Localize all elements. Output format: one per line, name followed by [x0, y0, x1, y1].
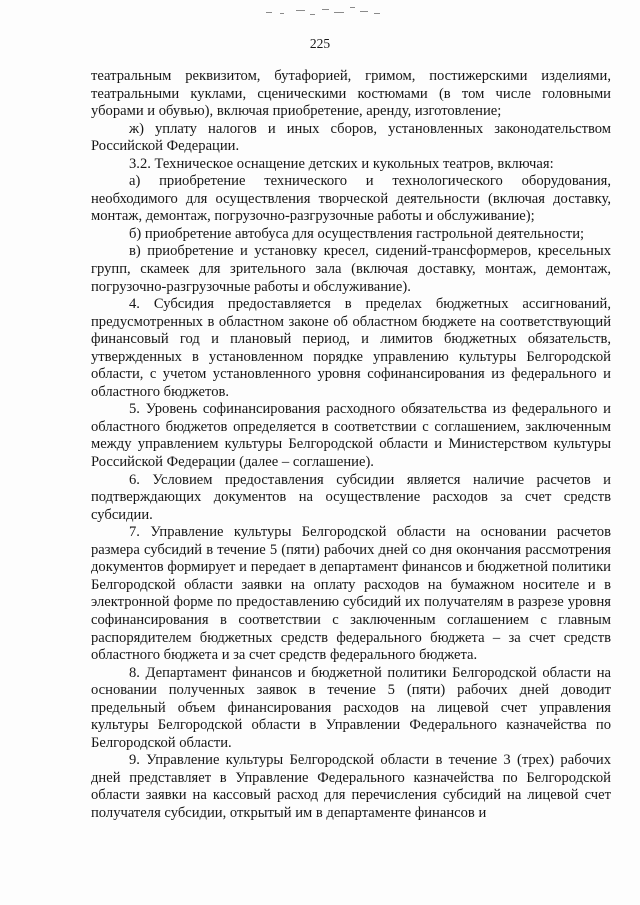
paragraph: театральным реквизитом, бутафорией, гримом, постижерскими изделиями, театральными куклами, сценическими костюмами (в том числе головными уборами и обувью), включая приобретение, аренду, изготовление;: [91, 68, 611, 120]
document-body: [91, 68, 611, 823]
page-number: 225: [309, 36, 331, 51]
paragraph: 5. Уровень софинансирования расходного обязательства из федерального и областного бюджетов определяется в соответствии с соглашением, заключенным между управлением культуры Белгородской области и Министерством культуры Российской Федерации (далее – соглашение).: [91, 401, 611, 471]
paragraph: б) приобретение автобуса для осуществления гастрольной деятельности;: [129, 225, 585, 242]
scan-artifact: [262, 4, 392, 18]
paragraph: 7. Управление культуры Белгородской области на основании расчетов размера субсидий в течение 5 (пяти) рабочих дней со дня окончания рассмотрения документов формирует и передает в департамент финансов и бюджетной политики Белгородской области заявки на оплату расходов на бумажном носителе и в электронной форме по предоставлению субсидий их получателям в разрезе уровня софинансирования в соответствии с заключенным соглашением с главным распорядителем бюджетных средств федерального бюджета – за счет средств областного бюджета и за счет средств федерального бюджета.: [91, 524, 611, 664]
paragraph: 6. Условием предоставления субсидии является наличие расчетов и подтверждающих документов на осуществление расходов за счет средств субсидии.: [91, 471, 611, 523]
paragraph: в) приобретение и установку кресел, сидений-трансформеров, кресельных групп, скамеек для зрительного зала (включая доставку, монтаж, демонтаж, погрузочно-разгрузочные работы и обслуживание).: [91, 243, 611, 295]
paragraph: 9. Управление культуры Белгородской области в течение 3 (трех) рабочих дней представляет в Управление Федерального казначейства по Белгородской области заявки на кассовый расход для перечисления субсидий на лицевой счет получателя субсидии, открытый им в департаменте финансов и: [91, 752, 611, 821]
paragraph: 3.2. Техническое оснащение детских и кукольных театров, включая:: [129, 155, 554, 172]
paragraph: 4. Субсидия предоставляется в пределах бюджетных ассигнований, предусмотренных в областном законе об областном бюджете на соответствующий финансовый год и плановый период, и лимитов бюджетных обязательств, утвержденных в установленном порядке управлению культуры Белгородской области, с учетом установленного уровня софинансирования из федерального и областного бюджетов.: [91, 296, 611, 400]
paragraph: 8. Департамент финансов и бюджетной политики Белгородской области на основании полученных заявок в течение 5 (пяти) рабочих дней доводит предельный объем финансирования расходов на лицевой счет управления культуры Белгородской области в Управлении Федерального казначейства по Белгородской области.: [91, 664, 611, 751]
paragraph: а) приобретение технического и технологического оборудования, необходимого для осуществления творческой деятельности (включая доставку, монтаж, демонтаж, погрузочно-разгрузочные работы и обслуживание);: [91, 173, 611, 225]
paragraph: ж) уплату налогов и иных сборов, установленных законодательством Российской Федерации.: [91, 120, 611, 155]
